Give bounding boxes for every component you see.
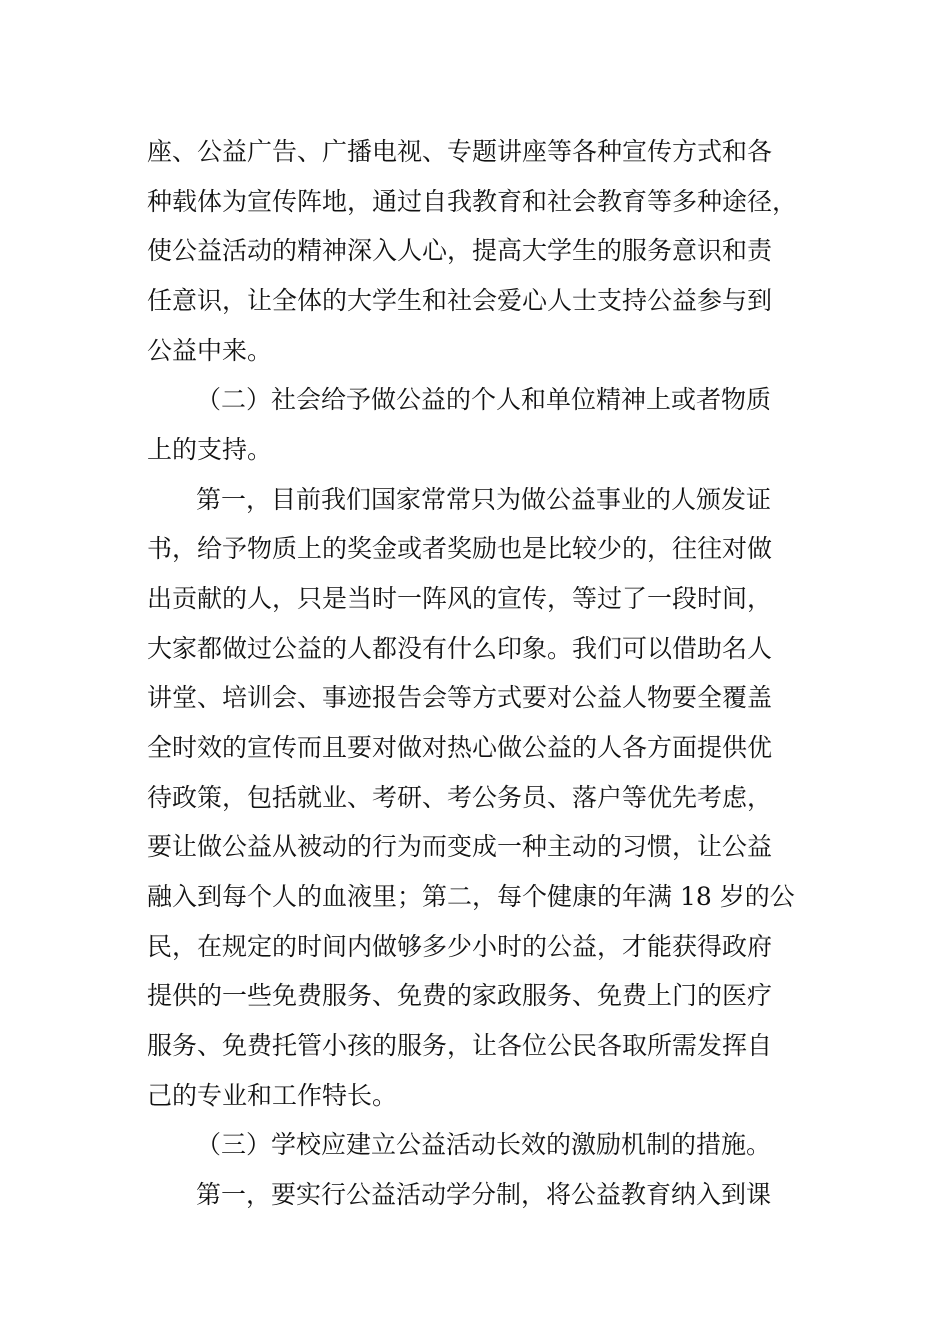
section-heading: （二）社会给予做公益的个人和单位精神上或者物质	[196, 385, 772, 414]
text-line: 使公益活动的精神深入人心，提高大学生的服务意识和责	[147, 236, 773, 265]
text-line: 任意识，让全体的大学生和社会爱心人士支持公益参与到	[147, 286, 773, 315]
text-line: 出贡献的人，只是当时一阵风的宣传，等过了一段时间，	[147, 584, 773, 613]
text-line: 大家都做过公益的人都没有什么印象。我们可以借助名人	[147, 634, 773, 663]
text-line: 座、公益广告、广播电视、专题讲座等各种宣传方式和各	[147, 137, 773, 166]
text-line: 提供的一些免费服务、免费的家政服务、免费上门的医疗	[147, 981, 773, 1010]
text-line: 服务、免费托管小孩的服务，让各位公民各取所需发挥自	[147, 1031, 773, 1060]
section-heading: （三）学校应建立公益活动长效的激励机制的措施。	[196, 1130, 772, 1159]
text-line: 讲堂、培训会、事迹报告会等方式要对公益人物要全覆盖	[147, 683, 773, 712]
text-line: 全时效的宣传而且要对做对热心做公益的人各方面提供优	[147, 733, 773, 762]
text-line: 民，在规定的时间内做够多少小时的公益，才能获得政府	[147, 932, 773, 961]
text-line: 融入到每个人的血液里；第二，每个健康的年满 18 岁的公	[147, 882, 795, 911]
paragraph-start-line: 第一，要实行公益活动学分制，将公益教育纳入到课	[196, 1180, 772, 1209]
text-line: 书，给予物质上的奖金或者奖励也是比较少的，往往对做	[147, 534, 773, 563]
text-line: 己的专业和工作特长。	[147, 1081, 398, 1110]
text-line: 公益中来。	[147, 336, 273, 365]
text-line: 上的支持。	[147, 435, 273, 464]
paragraph-start-line: 第一，目前我们国家常常只为做公益事业的人颁发证	[196, 485, 772, 514]
text-line: 待政策，包括就业、考研、考公务员、落户等优先考虑，	[147, 783, 773, 812]
text-line: 要让做公益从被动的行为而变成一种主动的习惯，让公益	[147, 832, 773, 861]
text-line: 种载体为宣传阵地，通过自我教育和社会教育等多种途径，	[147, 187, 798, 216]
